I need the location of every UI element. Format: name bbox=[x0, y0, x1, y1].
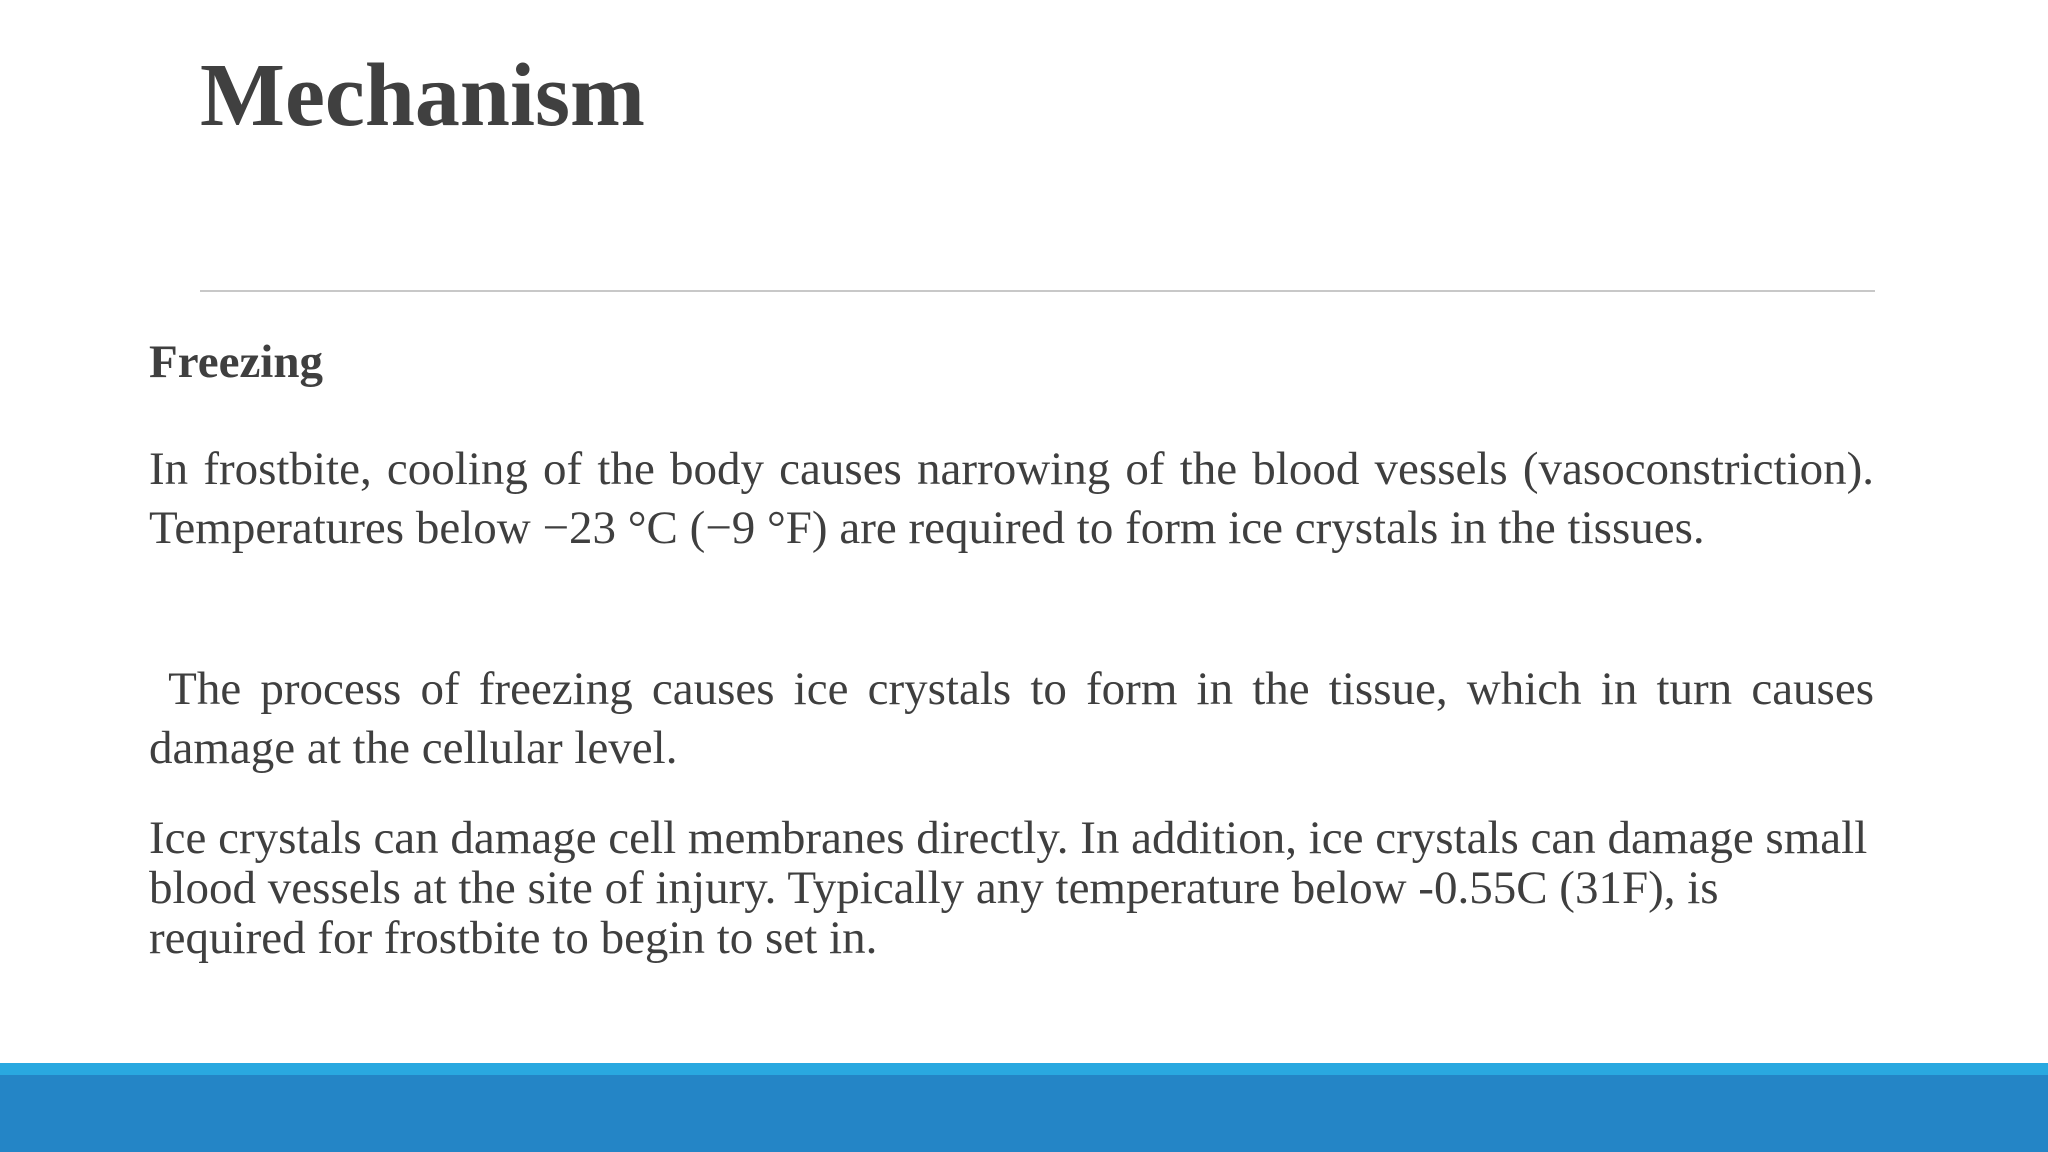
slide-title: Mechanism bbox=[200, 46, 645, 145]
footer-accent-stripe bbox=[0, 1063, 2048, 1075]
section-heading: Freezing bbox=[149, 336, 324, 388]
paragraph-cell-damage: Ice crystals can damage cell membranes directly. In addition, ice crystals can damage small blood vessels at the site of injury. Typically any temperature below -0.55C (31F), is required for frostbite to begin to set in. bbox=[149, 812, 1868, 964]
title-divider bbox=[200, 290, 1875, 292]
paragraph-ice-crystals-tissue: The process of freezing causes ice crystals to form in the tissue, which in turn causes damage at the cellular level. bbox=[149, 663, 1886, 774]
footer-bar bbox=[0, 1075, 2048, 1152]
paragraph-vasoconstriction: In frostbite, cooling of the body causes narrowing of the blood vessels (vasoconstriction). Temperatures below −23 °C (−9 °F) are required to form ice crystals in the tissues. bbox=[149, 443, 1874, 554]
